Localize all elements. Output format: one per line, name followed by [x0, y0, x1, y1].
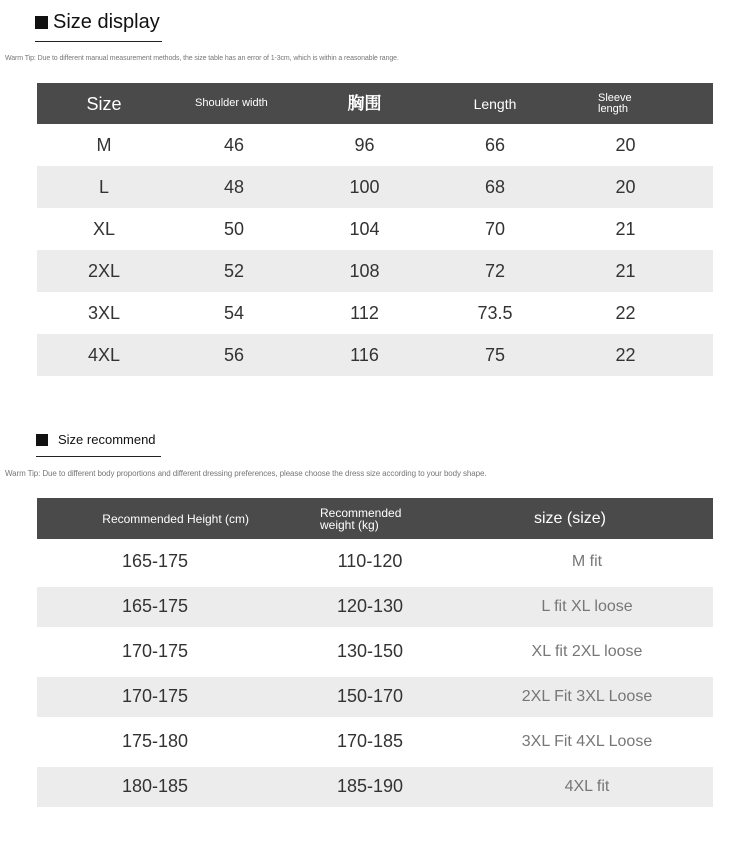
table-row	[37, 767, 713, 807]
table-cell: 120-130	[336, 596, 404, 616]
table-row	[37, 677, 713, 717]
table-cell: 68	[484, 176, 506, 197]
recommend-table-body	[37, 539, 713, 807]
table-cell: 2XL Fit 3XL Loose	[521, 687, 653, 705]
table-cell: 180-185	[121, 776, 188, 796]
table-cell: 3XL Fit 4XL Loose	[521, 732, 653, 750]
table-cell: 116	[350, 344, 379, 365]
table-row	[37, 166, 713, 208]
table-cell: 130-150	[336, 641, 404, 661]
table-cell: 52	[223, 260, 245, 281]
table-cell: 100	[349, 176, 380, 197]
header-chest: 胸围	[347, 94, 382, 113]
header-recommended-height: Recommended Height (cm)	[102, 511, 249, 526]
header-size-size: size (size)	[534, 509, 607, 527]
table-row	[37, 124, 713, 166]
table-cell: 75	[484, 344, 506, 365]
table-row	[37, 629, 713, 674]
table-cell: 110-120	[337, 551, 403, 571]
size-display-heading	[35, 11, 160, 34]
table-cell: L fit XL loose	[541, 597, 633, 615]
measurement-tip: Warm Tip: Due to different manual measurement methods, the size table has an error of 1-3cm, which is within a reasonable range.	[5, 55, 399, 62]
table-cell: 170-185	[336, 731, 404, 751]
table-cell: XL fit 2XL loose	[531, 642, 643, 660]
square-bullet-icon	[36, 434, 48, 446]
table-cell: 72	[484, 260, 506, 281]
table-cell: 165-175	[121, 551, 188, 571]
table-cell: 3XL	[87, 302, 121, 323]
table-row	[37, 250, 713, 292]
table-cell: 70	[484, 218, 506, 239]
table-cell: 21	[615, 218, 636, 239]
table-cell: 112	[350, 302, 379, 323]
table-cell: L	[98, 176, 109, 197]
header-length: Length	[473, 95, 517, 112]
header-size: Size	[86, 93, 122, 114]
table-cell: 170-175	[121, 641, 188, 661]
table-cell: 73.5	[477, 302, 513, 323]
size-recommend-title: Size recommend	[58, 432, 156, 447]
table-row	[37, 334, 713, 376]
table-cell: M	[96, 134, 112, 155]
table-cell: 22	[615, 302, 636, 323]
header-sleeve-length: Sleeve length	[598, 91, 632, 115]
table-cell: 96	[354, 134, 375, 155]
size-table-body	[37, 124, 713, 376]
table-cell: 20	[615, 176, 636, 197]
header-recommended-weight: Recommended weight (kg)	[320, 505, 402, 532]
table-cell: XL	[92, 218, 116, 239]
table-cell: 46	[223, 134, 245, 155]
table-row	[37, 292, 713, 334]
recommend-table-header	[37, 498, 713, 539]
table-cell: 66	[484, 134, 506, 155]
table-cell: 104	[349, 218, 380, 239]
header-shoulder-width: Shoulder width	[195, 97, 268, 109]
table-cell: 20	[615, 134, 636, 155]
recommend-tip: Warm Tip: Due to different body proportions and different dressing preferences, please choose the dress size according to your body shape.	[5, 469, 487, 478]
table-row	[37, 719, 713, 764]
table-cell: 108	[349, 260, 380, 281]
table-row	[37, 539, 713, 584]
table-cell: 50	[223, 218, 245, 239]
recommend-table	[37, 498, 713, 809]
table-cell: 165-175	[121, 596, 188, 616]
table-cell: 150-170	[336, 686, 404, 706]
table-cell: 175-180	[121, 731, 188, 751]
table-cell: 2XL	[87, 260, 121, 281]
table-row	[37, 587, 713, 627]
table-cell: M fit	[571, 552, 603, 570]
table-row	[37, 208, 713, 250]
table-cell: 54	[223, 302, 245, 323]
table-cell: 48	[223, 176, 245, 197]
table-cell: 4XL fit	[564, 777, 610, 795]
table-cell: 21	[615, 260, 636, 281]
table-cell: 4XL	[87, 344, 121, 365]
table-cell: 170-175	[121, 686, 188, 706]
table-cell: 22	[615, 344, 636, 365]
size-recommend-heading	[36, 432, 156, 447]
heading-underline	[35, 41, 162, 42]
table-cell: 185-190	[336, 776, 404, 796]
size-table	[37, 83, 713, 376]
table-cell: 56	[223, 344, 245, 365]
heading-underline	[36, 456, 161, 457]
size-display-title: Size display	[53, 11, 160, 33]
square-bullet-icon	[35, 16, 48, 29]
size-table-header	[37, 83, 713, 124]
